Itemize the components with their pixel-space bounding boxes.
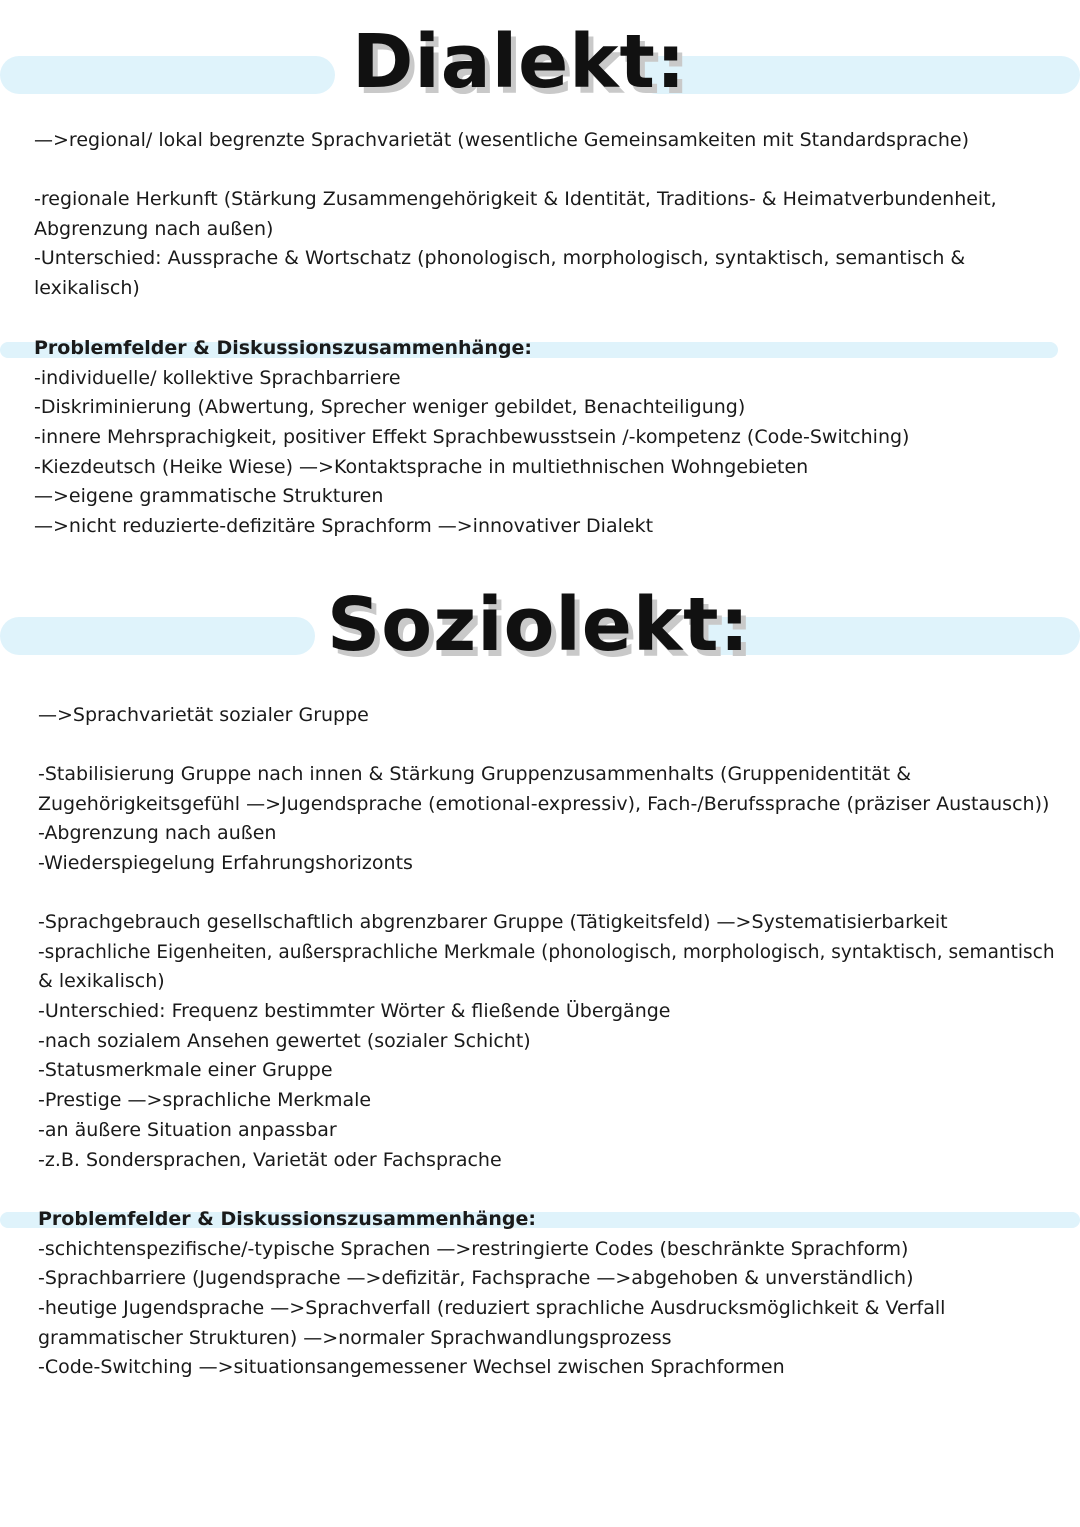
- dialekt-problem-item: -individuelle/ kollektive Sprachbarriere: [34, 366, 401, 389]
- dialekt-problems: [34, 334, 909, 542]
- soziolekt-point: -Prestige —>sprachliche Merkmale: [38, 1089, 372, 1112]
- soziolekt-point: -Stabilisierung Gruppe nach innen & Stärkung Gruppenzusammenhalts (Gruppenidentität &: [38, 763, 912, 785]
- soziolekt-intro-line: —>Sprachvarietät sozialer Gruppe: [38, 704, 369, 726]
- soziolekt-problem-item: -heutige Jugendsprache —>Sprachverfall (reduziert sprachliche Ausdrucksmöglichkeit & Verfall: [38, 1297, 946, 1320]
- soziolekt-point: -Wiederspiegelung Erfahrungshorizonts: [38, 852, 413, 875]
- dialekt-points: [34, 185, 997, 304]
- soziolekt-title: Soziolekt:: [327, 582, 751, 668]
- soziolekt-point: -Unterschied: Frequenz bestimmter Wörter & fließende Übergänge: [38, 1000, 671, 1023]
- title-band-left-soziolekt: [0, 617, 315, 655]
- dialekt-problem-item: —>nicht reduzierte-defizitäre Sprachform —>innovativer Dialekt: [34, 515, 654, 538]
- soziolekt-point: -nach sozialem Ansehen gewertet (sozialer Schicht): [38, 1029, 531, 1052]
- dialekt-intro-line: —>regional/ lokal begrenzte Sprachvarietät (wesentliche Gemeinsamkeiten mit Standardsprache): [34, 129, 970, 151]
- soziolekt-problem-item: -Code-Switching —>situationsangemessener Wechsel zwischen Sprachformen: [38, 1356, 785, 1379]
- soziolekt-problem-heading: Problemfelder & Diskussionszusammenhänge:: [38, 1208, 536, 1230]
- soziolekt-point: -an äußere Situation anpassbar: [38, 1118, 337, 1141]
- soziolekt-point: -Statusmerkmale einer Gruppe: [38, 1059, 333, 1082]
- soziolekt-point: Zugehörigkeitsgefühl —>Jugendsprache (emotional-expressiv), Fach-/Berufssprache (präziser Austausch)): [38, 792, 1050, 815]
- soziolekt-points-a: [38, 760, 1049, 879]
- soziolekt-intro: [38, 701, 369, 731]
- dialekt-problem-heading: Problemfelder & Diskussionszusammenhänge:: [34, 337, 532, 359]
- soziolekt-point: -Abgrenzung nach außen: [38, 822, 277, 845]
- soziolekt-problem-item: -Sprachbarriere (Jugendsprache —>defizitär, Fachsprache —>abgehoben & unverständlich): [38, 1267, 914, 1290]
- dialekt-point: Abgrenzung nach außen): [34, 217, 274, 240]
- soziolekt-problems: [38, 1205, 945, 1383]
- dialekt-point: -Unterschied: Aussprache & Wortschatz (phonologisch, morphologisch, syntaktisch, semantisch &: [34, 247, 966, 270]
- title-band-right-soziolekt: [700, 617, 1080, 655]
- soziolekt-points-b: [38, 908, 1055, 1175]
- dialekt-problem-item: -Diskriminierung (Abwertung, Sprecher weniger gebildet, Benachteiligung): [34, 396, 746, 419]
- soziolekt-problem-item: -schichtenspezifische/-typische Sprachen —>restringierte Codes (beschränkte Sprachform): [38, 1237, 909, 1260]
- soziolekt-problem-item: grammatischer Strukturen) —>normaler Sprachwandlungsprozess: [38, 1326, 672, 1349]
- soziolekt-point: -Sprachgebrauch gesellschaftlich abgrenzbarer Gruppe (Tätigkeitsfeld) —>Systematisierbarkeit: [38, 911, 948, 933]
- dialekt-title: Dialekt:: [352, 19, 687, 105]
- dialekt-problem-item: —>eigene grammatische Strukturen: [34, 485, 384, 508]
- dialekt-problem-item: -Kiezdeutsch (Heike Wiese) —>Kontaktsprache in multiethnischen Wohngebieten: [34, 455, 809, 478]
- dialekt-point: -regionale Herkunft (Stärkung Zusammengehörigkeit & Identität, Traditions- & Heimatverbundenheit,: [34, 188, 997, 210]
- soziolekt-point: & lexikalisch): [38, 970, 165, 993]
- soziolekt-point: -z.B. Sondersprachen, Varietät oder Fachsprache: [38, 1148, 502, 1171]
- dialekt-problem-item: -innere Mehrsprachigkeit, positiver Effekt Sprachbewusstsein /-kompetenz (Code-Switching): [34, 426, 910, 449]
- dialekt-point: lexikalisch): [34, 277, 140, 300]
- dialekt-intro: [34, 126, 969, 156]
- title-band-right-dialekt: [638, 56, 1080, 94]
- title-band-left-dialekt: [0, 56, 335, 94]
- soziolekt-point: -sprachliche Eigenheiten, außersprachliche Merkmale (phonologisch, morphologisch, syntaktisch, semantisch: [38, 941, 1055, 963]
